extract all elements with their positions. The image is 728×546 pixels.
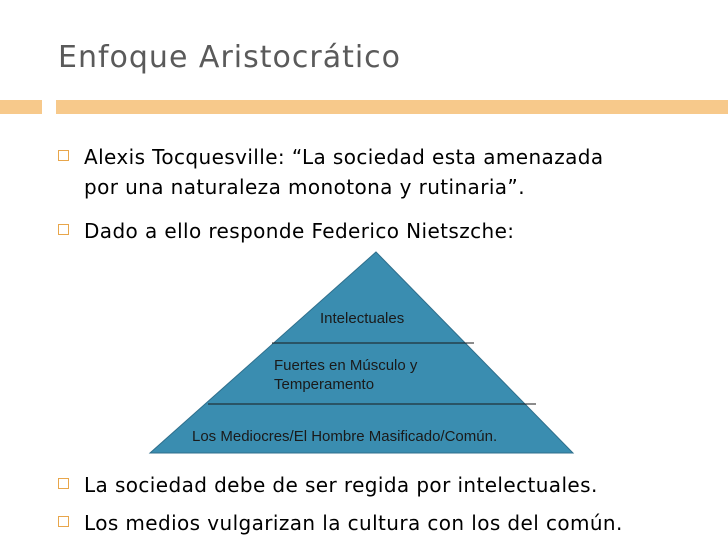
- bullet-text: La sociedad debe de ser regida por intelectuales.: [84, 473, 598, 497]
- bullet-square-icon: [58, 516, 69, 527]
- title-rule: [56, 100, 728, 114]
- bullet-text: Alexis Tocquesville: “La sociedad esta amenazada por una naturaleza monotona y rutinaria”.: [84, 145, 604, 199]
- slide-title: Enfoque Aristocrático: [58, 40, 402, 75]
- pyramid-diagram: [148, 250, 578, 455]
- pyramid-level-top: Intelectuales: [320, 310, 405, 327]
- title-rule-accent: [0, 100, 42, 114]
- bullet-text: Dado a ello responde Federico Nietszche:: [84, 219, 515, 243]
- bullet-square-icon: [58, 478, 69, 489]
- pyramid-shape: [150, 252, 573, 453]
- bullet-text: Los medios vulgarizan la cultura con los del común.: [84, 511, 623, 535]
- pyramid-level-middle: Fuertes en Músculo y Temperamento: [274, 357, 418, 393]
- bullet-square-icon: [58, 150, 69, 161]
- pyramid-level-bottom: Los Mediocres/El Hombre Masificado/Común.: [192, 428, 498, 445]
- bullet-square-icon: [58, 224, 69, 235]
